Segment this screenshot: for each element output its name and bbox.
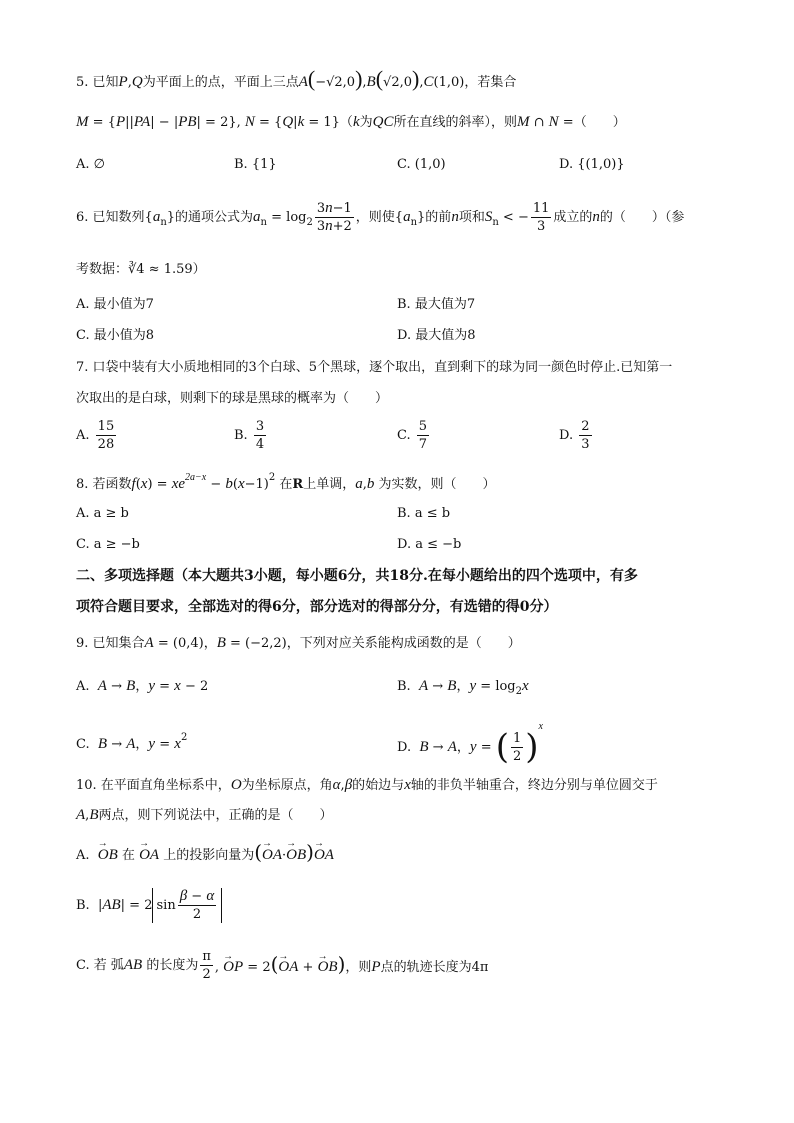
q7-line2: 次取出的是白球，则剩下的球是黑球的概率为（ ） [76,391,389,406]
q9-line1: 9. 已知集合A = (0,4)，B = (−2,2)，下列对应关系能构成函数的是（ ） [76,635,521,651]
q9-option-a: A. A → B，y = x − 2 [76,678,209,694]
q6-option-b: B. 最大值为7 [397,297,476,312]
q6-line1: 6. 已知数列$\{a_n\}$的通项公式为$a_n = \log_2$ $\frac{3n-1}{3n+2}$ ，则使$\{a_n\}$的前n项和$S_n$ < − $\frac{11}{3}$ 成立的n的（ ）（参 [76,200,685,234]
q5-option-c: C. (1,0) [397,157,446,172]
q7-option-d: D. $\frac{2}{3}$ [559,419,590,452]
q6-line2: 考数据：∛4 ≈ 1.59） [76,262,206,277]
q7-option-c: C. $\frac{5}{7}$ [397,419,428,452]
q10-line2: A,B两点，则下列说法中，正确的是（ ） [76,807,333,823]
q10-option-b: B. |AB| = 2 sin $\frac{\beta - \alpha}{2}$ [76,888,222,923]
section2-heading-line2: 项符合题目要求，全部选对的得6分，部分选对的得部分分，有选错的得0分） [76,599,558,615]
q6-option-a: A. 最小值为7 [76,297,154,312]
q7-option-b: B. $\frac{3}{4}$ [234,419,265,452]
q8-line1: 8. 若函数$f(x) = xe^{2a-x} - b(x-1)^2$ 在R上单调，a,b 为实数，则（ ） [76,472,496,492]
q5-option-a: A. ∅ [76,157,105,172]
q8-option-d: D. a ≤ −b [397,537,462,552]
q7-line1: 7. 口袋中装有大小质地相同的3个白球、5个黑球，逐个取出，直到剩下的球为同一颜色时停止.已知第一 [76,360,673,375]
q5-line1: 5. 已知P,Q为平面上的点，平面上三点A(−√2,0),B(√2,0),C(1,0)，若集合 [76,66,517,91]
q7-option-a: A. $\frac{15}{28}$ [76,419,115,452]
q5-option-b: B. {1} [234,157,277,172]
q9-option-d: D. B → A，y = ( $\frac{1}{2}$ )$^x$ [397,721,543,767]
q9-option-b: B. A → B，$y = \log_2x$ [397,678,529,697]
q5-line2: M = {P||PA| − |PB| = 2}, N = {Q|k = 1}（k为QC所在直线的斜率），则M ∩ N =（ ） [76,114,626,130]
q8-option-c: C. a ≥ −b [76,537,140,552]
q6-option-d: D. 最大值为8 [397,328,476,343]
q9-option-c: C. B → A，$y = x^2$ [76,732,188,752]
q10-line1: 10. 在平面直角坐标系中，O为坐标原点，角α,β的始边与x轴的非负半轴重合，终边分别与单位圆交于 [76,777,658,793]
q8-option-b: B. a ≤ b [397,506,451,521]
q6-option-c: C. 最小值为8 [76,328,155,343]
q5-option-d: D. {(1,0)} [559,157,625,172]
q10-option-a: A. → OB 在 → OA 上的投影向量为(→ OA·→ OB)→ OA [76,843,334,865]
q8-option-a: A. a ≥ b [76,506,129,521]
section2-heading-line1: 二、多项选择题（本大题共3小题，每小题6分，共18分.在每小题给出的四个选项中，有多 [76,568,638,584]
q10-option-c: C. 若 弧AB 的长度为 $\frac{\pi}{2}$ , → OP = 2(→ OA + → OB)，则P点的轨迹长度为4π [76,948,488,983]
